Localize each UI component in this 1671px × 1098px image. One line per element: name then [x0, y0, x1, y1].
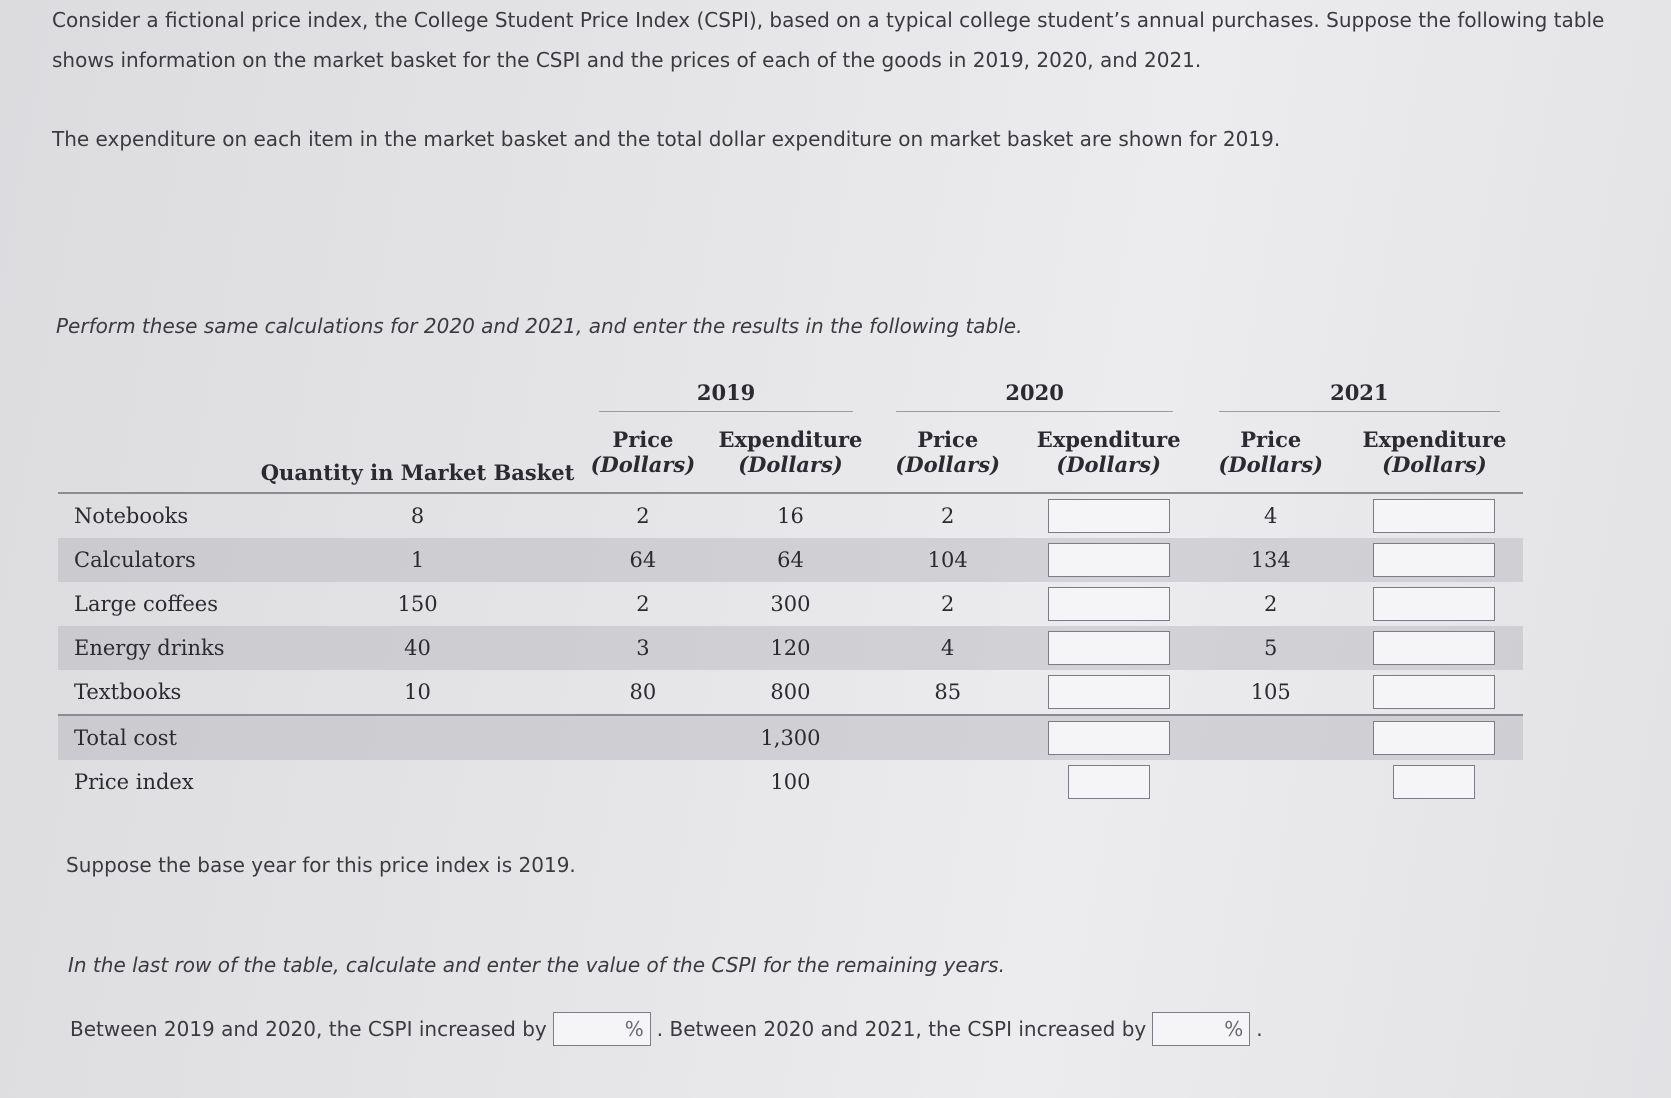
percent-sign: % [624, 1017, 644, 1041]
unit-header: (Dollars) [874, 452, 1022, 493]
sentence-part-2: . Between 2020 and 2021, the CSPI increased by [656, 1017, 1147, 1041]
price-2019-cell: 3 [579, 626, 708, 670]
expenditure-2020-input[interactable] [1048, 587, 1170, 621]
price-header: Price [1240, 427, 1302, 452]
expenditure-note: The expenditure on each item in the market basket and the total dollar expenditure on market basket are shown for 2019. [52, 127, 1281, 151]
quantity-cell: 150 [397, 592, 438, 616]
total-cost-label: Total cost [58, 715, 257, 760]
quantity-cell: 40 [257, 626, 579, 670]
item-label: Calculators [58, 538, 257, 582]
price-2021-cell: 5 [1196, 626, 1346, 670]
total-2020-input[interactable] [1048, 721, 1170, 755]
year-header-2019: 2019 [579, 370, 874, 412]
item-label: Notebooks [74, 504, 189, 528]
unit-header: (Dollars) [579, 452, 708, 493]
price-2021-cell: 2 [1264, 592, 1278, 616]
price-index-label: Price index [74, 770, 194, 794]
expenditure-header: Expenditure [1036, 427, 1181, 452]
percent-sign: % [1224, 1017, 1244, 1041]
quantity-cell: 1 [257, 538, 579, 582]
year-header-2021: 2021 [1196, 370, 1523, 412]
sentence-part-3: . [1256, 1017, 1263, 1041]
expenditure-2020-input[interactable] [1048, 499, 1170, 533]
expenditure-header: Expenditure [1362, 427, 1507, 452]
item-label: Textbooks [74, 680, 182, 704]
table-row-textbooks [58, 670, 1523, 715]
unit-header: (Dollars) [1196, 452, 1346, 493]
total-2021-input[interactable] [1373, 721, 1495, 755]
expenditure-2021-input[interactable] [1373, 675, 1495, 709]
table-row-large-coffees [58, 582, 1523, 626]
expenditure-2020-input[interactable] [1048, 631, 1170, 665]
expenditure-2021-input[interactable] [1373, 631, 1495, 665]
price-2020-cell: 2 [941, 592, 955, 616]
expenditure-2020-input[interactable] [1048, 543, 1170, 577]
price-header: Price [612, 427, 674, 452]
expenditure-2019-cell: 300 [770, 592, 811, 616]
table-row-energy-drinks [58, 626, 1523, 670]
expenditure-2019-cell: 16 [777, 504, 804, 528]
table-row-notebooks [58, 493, 1523, 538]
expenditure-2021-input[interactable] [1373, 587, 1495, 621]
cspi-table [58, 370, 1523, 804]
price-2019-cell: 80 [629, 680, 657, 704]
unit-header: (Dollars) [1346, 452, 1523, 493]
price-2019-cell: 2 [636, 504, 650, 528]
expenditure-2021-input[interactable] [1373, 543, 1495, 577]
price-2020-cell: 104 [874, 538, 1022, 582]
item-label: Energy drinks [58, 626, 257, 670]
expenditure-2019-cell: 120 [707, 626, 873, 670]
quantity-cell: 10 [404, 680, 431, 704]
price-2020-cell: 4 [874, 626, 1022, 670]
year-header-2020: 2020 [874, 370, 1196, 412]
unit-header: (Dollars) [1022, 452, 1196, 493]
percent-2020-2021-input[interactable] [1152, 1012, 1250, 1046]
total-2019-cell: 1,300 [707, 715, 873, 760]
price-2020-cell: 2 [941, 504, 955, 528]
expenditure-2021-input[interactable] [1373, 499, 1495, 533]
quantity-cell: 8 [410, 504, 425, 528]
percent-2019-2020-input[interactable] [553, 1012, 651, 1046]
index-2021-input[interactable] [1393, 765, 1475, 799]
expenditure-2019-cell: 800 [770, 680, 811, 704]
expenditure-2020-input[interactable] [1048, 675, 1170, 709]
quantity-header: Quantity in Market Basket [257, 452, 579, 493]
price-2019-cell: 64 [579, 538, 708, 582]
table-row-calculators [58, 538, 1523, 582]
price-2020-cell: 85 [934, 680, 962, 704]
price-header: Price [917, 427, 979, 452]
price-2021-cell: 134 [1196, 538, 1346, 582]
price-2019-cell: 2 [636, 592, 650, 616]
expenditure-2019-cell: 64 [707, 538, 873, 582]
table-row-price-index [58, 760, 1523, 804]
price-2021-cell: 105 [1250, 680, 1291, 704]
table-row-total-cost [58, 715, 1523, 760]
index-2020-input[interactable] [1068, 765, 1150, 799]
instruction-perform: Perform these same calculations for 2020 and 2021, and enter the results in the following table. [56, 314, 1023, 338]
instruction-last-row: In the last row of the table, calculate and enter the value of the CSPI for the remaining years. [68, 953, 1005, 977]
base-year-note: Suppose the base year for this price index is 2019. [66, 853, 576, 877]
sentence-part-1: Between 2019 and 2020, the CSPI increased by [70, 1017, 547, 1041]
price-2021-cell: 4 [1264, 504, 1278, 528]
unit-header: (Dollars) [707, 452, 873, 493]
index-2019-cell: 100 [770, 770, 811, 794]
intro-paragraph: Consider a fictional price index, the College Student Price Index (CSPI), based on a typical college student’s annual purchases. Suppose the following table shows information on the market basket for the CSPI and the prices of each of the goods in 2019, 2020, and 2021. [52, 8, 1605, 72]
expenditure-header: Expenditure [718, 427, 863, 452]
item-label: Large coffees [74, 592, 219, 616]
percent-increase-sentence [70, 1012, 1263, 1046]
